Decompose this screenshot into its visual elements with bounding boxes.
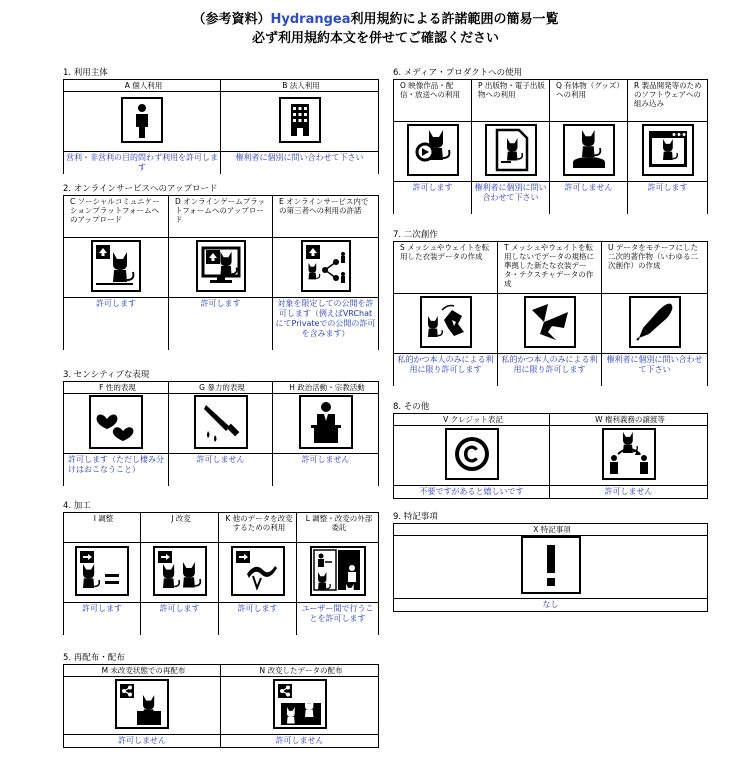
section-heading: 5. 再配布・配布	[63, 653, 125, 663]
transfer-icon	[602, 428, 656, 480]
permission-text: 許可します	[628, 182, 708, 214]
section-redistribution	[63, 652, 379, 748]
hearts-icon	[89, 395, 143, 449]
section-online-upload	[63, 183, 379, 350]
knife-icon	[194, 395, 248, 449]
col-label: L 調整・改変の外部委託	[297, 513, 379, 543]
col-label: M 未改変状態での再配布	[64, 665, 221, 677]
title-rest: 利用規約による許諾範囲の簡易一覧	[350, 12, 559, 27]
permission-text: 許可します（ただし棲み分けはおこなうこと）	[64, 454, 169, 486]
title-prefix: （参考資料）	[192, 12, 271, 27]
permission-text: 私的かつ本人のみによる利用に限り許可します	[394, 354, 498, 386]
col-label: N 改変したデータの配布	[221, 665, 379, 677]
page-title	[0, 8, 751, 27]
pen-icon	[629, 296, 681, 348]
podium-icon	[299, 395, 353, 449]
col-label: Q 有体物（グッズ）への利用	[550, 80, 628, 122]
permission-text: ユーザー間で行うことを許可します	[297, 603, 379, 635]
copyright-icon	[445, 428, 499, 480]
section-heading: 6. メディア・プロダクトへの使用	[393, 68, 523, 78]
outsource-icon	[310, 546, 366, 596]
col-label: T メッシュやウェイトを転用しないでデータの規格に準拠した新たな衣装データ・テクスチャデータの作成	[498, 242, 602, 294]
permission-text: 権利者に個別に問い合わせて下さい	[221, 152, 379, 175]
section-special-notes	[393, 511, 708, 612]
video-icon	[407, 124, 459, 176]
exclamation-icon	[521, 536, 581, 594]
col-label: D オンラインゲームプラットフォームへのアップロード	[169, 196, 273, 238]
figure-icon	[563, 124, 615, 176]
permission-text: 対象を限定しての公開を許可します（例えばVRChatにてPrivateでの公開の許可を含みます）	[273, 298, 379, 350]
permission-text: 許可しません	[550, 486, 708, 499]
col-label: P 出版物・電子出版物への利用	[472, 80, 550, 122]
permission-text: 許可しません	[169, 454, 273, 486]
document-icon	[485, 124, 537, 176]
col-label: G 暴力的表現	[169, 382, 273, 394]
col-label: W 権利義務の譲渡等	[550, 414, 708, 426]
permission-text: なし	[394, 599, 708, 612]
col-label: R 製品開発等のためのソフトウェアへの組み込み	[628, 80, 708, 122]
col-label: C ソーシャルコミュニケーションプラットフォームへのアップロード	[64, 196, 169, 238]
section-heading: 9. 特記事項	[393, 512, 438, 522]
permission-text: 権利者に個別に問い合わせて下さい	[472, 182, 550, 214]
permission-text: 許可します	[64, 298, 169, 350]
col-label: J 改変	[141, 513, 219, 543]
permission-text: 許可しません	[550, 182, 628, 214]
section-heading: 3. センシティブな表現	[63, 370, 150, 380]
modify-icon	[153, 546, 207, 596]
section-processing	[63, 500, 379, 635]
transform-icon	[231, 546, 285, 596]
building-icon	[279, 97, 321, 143]
section-media-product	[393, 67, 708, 214]
share-people-icon	[301, 240, 351, 292]
section-heading: 1. 利用主体	[63, 68, 108, 78]
col-label: E オンラインサービス内での第三者への利用の許諾	[273, 196, 379, 238]
permission-text: 営利・非営利の目的問わず利用を許可します	[64, 152, 221, 175]
section-heading: 8. その他	[393, 402, 430, 412]
permission-text: 権利者に個別に問い合わせて下さい	[602, 354, 708, 386]
col-label: K 他のデータを改変するための利用	[219, 513, 297, 543]
col-label: U データをモチーフにした二次的著作物（いわゆる二次創作）の作成	[602, 242, 708, 294]
permission-text: 許可します	[64, 603, 141, 635]
permission-text: 許可します	[219, 603, 297, 635]
upload-cat-icon	[91, 240, 141, 292]
col-label: O 映像作品・配信・放送への利用	[394, 80, 472, 122]
permission-text: 許可しません	[64, 735, 221, 748]
section-usage-subject	[63, 67, 379, 174]
person-icon	[121, 97, 163, 143]
software-icon	[642, 124, 694, 176]
col-label: V クレジット表記	[394, 414, 550, 426]
col-label: A 個人利用	[64, 80, 221, 92]
page-subtitle: 必ず利用規約本文を併せてご確認ください	[251, 31, 499, 46]
section-heading: 7. 二次創作	[393, 230, 438, 240]
section-sensitive	[63, 369, 379, 486]
permission-text: 許可します	[394, 182, 472, 214]
col-label: I 調整	[64, 513, 141, 543]
adjust-icon	[75, 546, 129, 596]
title-brand: Hydrangea	[270, 12, 351, 27]
section-derivative	[393, 229, 708, 386]
upload-monitor-icon	[196, 240, 246, 292]
permission-text: 許可します	[169, 298, 273, 350]
permission-text: 私的かつ本人のみによる利用に限り許可します	[498, 354, 602, 386]
col-label: B 法人利用	[221, 80, 379, 92]
col-label: S メッシュやウェイトを転用した衣装データの作成	[394, 242, 498, 294]
permission-text: 許可しません	[221, 735, 379, 748]
permission-text: 許可しません	[273, 454, 379, 486]
col-label: H 政治活動・宗教活動	[273, 382, 379, 394]
permission-text: 許可します	[141, 603, 219, 635]
section-other	[393, 401, 708, 499]
col-label: X 特記事項	[394, 524, 708, 536]
section-heading: 4. 加工	[63, 501, 91, 511]
fabric-icon	[524, 296, 576, 348]
permission-text: 不要ですがあると嬉しいです	[394, 486, 550, 499]
distribute-modified-icon	[273, 679, 327, 729]
col-label: F 性的表現	[64, 382, 169, 394]
section-heading: 2. オンラインサービスへのアップロード	[63, 184, 218, 194]
costume-icon	[420, 296, 472, 348]
redistribute-icon	[115, 679, 169, 729]
